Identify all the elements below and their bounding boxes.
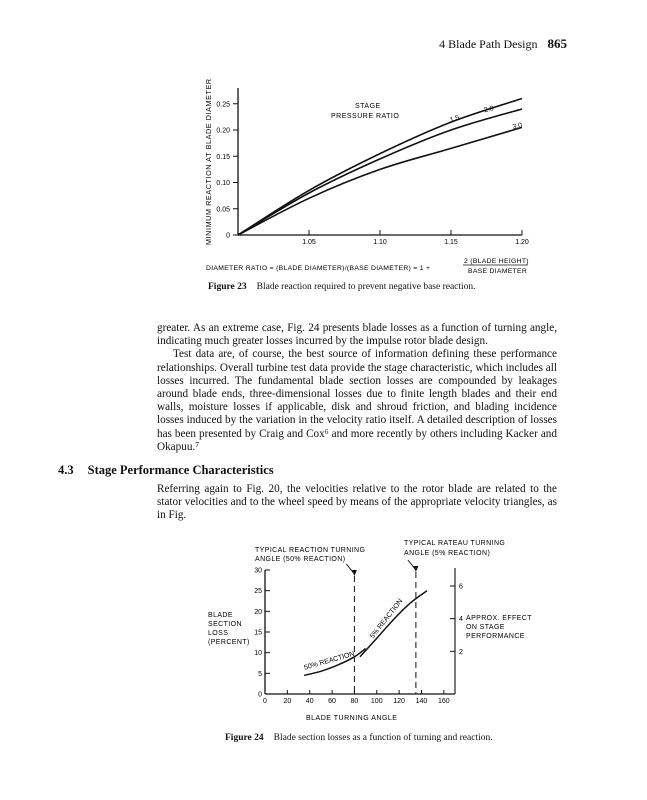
fig24-rateau-annotation-line1: TYPICAL RATEAU TURNING: [404, 540, 506, 547]
fig24-rateau-annotation-line2: ANGLE (5% REACTION): [404, 550, 491, 557]
fig24-y-tick-label: 5: [258, 670, 262, 678]
fig23-curve-label-3.0: 3.0: [511, 122, 523, 132]
fig24-right-label-line3: PERFORMANCE: [466, 633, 525, 640]
page-number: 865: [547, 36, 567, 51]
paragraph-2: Test data are, of course, the best source of information defining these performance relationships. Overall turbine test data provide the stage characteristic, which includes all losses incurred. The fundamental blade section losses are compounded by leakages around blade ends, three-dimensional losses due to finite length blades and their end walls, moisture losses if applicable, disk and shroud friction, and blading incidence losses induced by the variation in the velocity ratio itself. A detailed description of losses has been presented by Craig and Cox⁶ and more recently by others including Kacker and Okapuu.⁷: [157, 348, 557, 453]
fig23-y-tick-label: 0: [226, 232, 230, 240]
fig24-x-tick-label: 0: [263, 698, 267, 705]
fig24-curve-label-50: 50% REACTION: [303, 650, 356, 672]
fig24-reaction-annotation-line2: ANGLE (50% REACTION): [255, 556, 346, 563]
fig23-x-axis-label-denominator: BASE DIAMETER: [468, 268, 528, 275]
fig24-right-label-line1: APPROX. EFFECT: [466, 615, 532, 622]
fig24-x-tick-label: 100: [370, 698, 383, 705]
figure-23-caption-label: Figure 23: [208, 282, 247, 292]
fig23-y-tick-label: 0.20: [216, 127, 230, 135]
fig24-rateau-marker-arrow: [413, 566, 418, 572]
figure-24-caption: [225, 733, 493, 743]
fig24-right-label-line2: ON STAGE: [466, 624, 505, 631]
fig24-y-tick-label: 25: [254, 588, 262, 596]
section-title: Stage Performance Characteristics: [87, 463, 274, 477]
fig24-y-tick-label: 30: [254, 567, 262, 575]
paragraph-1: greater. As an extreme case, Fig. 24 presents blade losses as a function of turning angle, indicating much greater losses incurred by the impulse rotor blade design.: [157, 322, 557, 348]
fig23-y-tick-label: 0.15: [216, 153, 230, 161]
fig23-legend-line2: PRESSURE RATIO: [331, 113, 400, 120]
running-header-chapter: 4 Blade Path Design: [439, 37, 538, 51]
fig23-legend-line1: STAGE: [355, 103, 381, 110]
figure-24-axes: [265, 568, 455, 694]
fig24-y-tick-label: 10: [254, 650, 262, 658]
fig24-y-label-line1: BLADE: [208, 612, 233, 619]
fig23-x-tick-label: 1.15: [444, 239, 458, 246]
fig24-y-label-line3: LOSS: [208, 630, 229, 637]
figure-24-caption-text: Blade section losses as a function of turning and reaction.: [273, 733, 493, 743]
fig23-x-axis-label-numerator: 2 (BLADE HEIGHT): [464, 258, 529, 265]
fig24-curve-5-reaction: [360, 591, 427, 657]
fig24-curve-label-5: 5% REACTION: [369, 597, 405, 641]
fig24-x-tick-label: 40: [305, 698, 314, 705]
fig24-y-tick-label: 20: [254, 608, 262, 616]
fig24-x-tick-label: 160: [437, 698, 450, 705]
fig24-y-label-line2: SECTION: [208, 621, 242, 628]
fig23-y-axis-label: MINIMUM REACTION AT BLADE DIAMETER: [204, 78, 213, 245]
fig24-reaction-marker-arrow: [352, 570, 357, 576]
fig24-y-label-line4: (PERCENT): [208, 639, 250, 646]
fig23-y-tick-label: 0.05: [216, 206, 230, 214]
fig23-curve-label-2.0: 2.0: [483, 105, 495, 115]
fig23-x-axis-label-main: DIAMETER RATIO = (BLADE DIAMETER)/(BASE DIAMETER) = 1 +: [206, 265, 431, 272]
fig24-y-tick-label: 15: [254, 629, 262, 637]
figure-23-caption-text: Blade reaction required to prevent negative base reaction.: [256, 282, 476, 292]
figure-24-caption-label: Figure 24: [225, 733, 264, 743]
fig24-x-axis-label: BLADE TURNING ANGLE: [306, 715, 398, 722]
fig23-y-tick-label: 0.25: [216, 101, 230, 109]
fig24-x-tick-label: 120: [393, 698, 405, 705]
fig23-x-tick-label: 1.10: [373, 239, 387, 246]
fig24-x-tick-label: 20: [283, 698, 292, 705]
fig24-reaction-annotation-line1: TYPICAL REACTION TURNING: [255, 547, 366, 554]
fig24-right-tick-label: 4: [459, 616, 463, 624]
fig24-y-tick-label: 0: [258, 691, 262, 699]
fig23-x-tick-label: 1.20: [515, 239, 529, 246]
section-number: 4.3: [58, 463, 74, 477]
fig24-right-tick-label: 6: [459, 583, 463, 591]
fig24-right-tick-label: 2: [459, 648, 463, 656]
fig23-curve-label-1.5: 1.5: [449, 114, 461, 125]
fig23-x-tick-label: 1.05: [302, 239, 316, 246]
fig24-x-tick-label: 60: [328, 698, 336, 705]
fig24-x-tick-label: 140: [415, 698, 428, 705]
fig23-y-tick-label: 0.10: [216, 180, 230, 187]
paragraph-3: Referring again to Fig. 20, the velocities relative to the rotor blade are related to the stator velocities and to the wheel speed by means of the appropriate velocity triangles, as in Fig.: [157, 483, 557, 522]
fig24-x-tick-label: 80: [350, 698, 359, 705]
